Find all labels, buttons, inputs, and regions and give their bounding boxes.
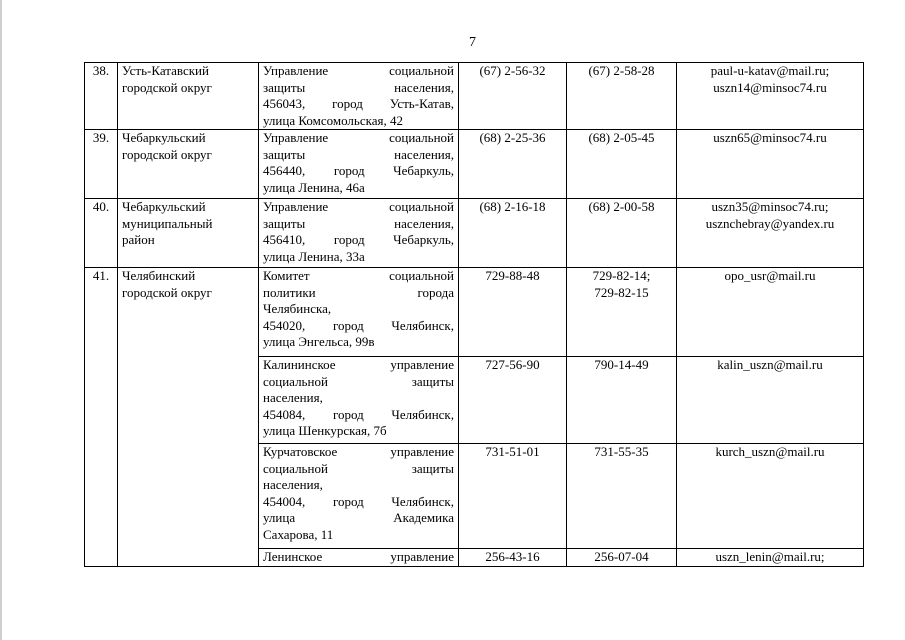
organization-line: Сахарова, 11 — [263, 526, 334, 542]
phone-cell — [459, 357, 567, 444]
row-number: 39. — [85, 130, 118, 199]
fax-cell — [567, 444, 677, 549]
organization-line: защиты населения, — [263, 146, 454, 162]
district-cell — [118, 199, 259, 268]
organization-cell — [259, 549, 459, 567]
phone-cell — [459, 199, 567, 268]
table-row — [85, 130, 864, 199]
email-cell-line: paul-u-katav@mail.ru; — [710, 63, 830, 78]
district-cell-line: Челябинский — [122, 268, 196, 283]
organization-cell — [259, 444, 459, 549]
phone-cell-line: (67) 2-56-32 — [479, 63, 546, 78]
phone-cell-line: (68) 2-25-36 — [479, 130, 546, 145]
email-cell-line: uszn65@minsoc74.ru — [713, 130, 827, 145]
fax-cell-line: (68) 2-00-58 — [588, 199, 655, 214]
organization-cell — [259, 268, 459, 357]
organization-line: улица Ленина, 33а — [263, 248, 365, 264]
organization-line: улица Ленина, 46а — [263, 179, 365, 195]
email-cell — [677, 357, 864, 444]
phone-cell — [459, 268, 567, 357]
email-cell — [677, 199, 864, 268]
organization-line: Управление социальной — [263, 63, 454, 78]
organization-line: социальной защиты — [263, 460, 454, 476]
phone-cell — [459, 130, 567, 199]
organization-line: Комитет социальной — [263, 268, 454, 283]
email-cell — [677, 130, 864, 199]
district-cell-line: муниципальный — [122, 215, 213, 231]
fax-cell — [567, 63, 677, 130]
contacts-table — [84, 62, 864, 567]
page-number: 7 — [469, 35, 476, 50]
organization-line: улица Энгельса, 99в — [263, 334, 375, 349]
organization-line: Курчатовское управление — [263, 444, 454, 459]
fax-cell — [567, 549, 677, 567]
fax-cell — [567, 130, 677, 199]
email-cell-line: opo_usr@mail.ru — [724, 268, 816, 283]
fax-cell-line: 731-55-35 — [594, 444, 649, 459]
fax-cell-line: 729-82-15 — [594, 284, 649, 300]
organization-line: населения, — [263, 477, 323, 492]
phone-cell-line: 729-88-48 — [485, 268, 540, 283]
organization-line: 454084, город Челябинск, — [263, 406, 454, 422]
organization-line: населения, — [263, 390, 323, 405]
organization-cell — [259, 130, 459, 199]
district-cell-line: район — [122, 232, 155, 247]
row-number: 41. — [85, 268, 118, 567]
phone-cell-line: (68) 2-16-18 — [479, 199, 546, 214]
table-row — [85, 268, 864, 357]
district-cell-line: Чебаркульский — [122, 199, 206, 214]
table-row — [85, 199, 864, 268]
organization-cell — [259, 63, 459, 130]
organization-line: 456440, город Чебаркуль, — [263, 163, 454, 178]
fax-cell — [567, 357, 677, 444]
district-cell-line: Усть-Катавский — [122, 63, 209, 78]
email-cell — [677, 444, 864, 549]
row-number: 40. — [85, 199, 118, 268]
email-cell — [677, 549, 864, 567]
district-cell-line: городской округ — [122, 284, 212, 300]
phone-cell — [459, 444, 567, 549]
fax-cell-line: (67) 2-58-28 — [588, 63, 655, 78]
organization-line: 456410, город Чебаркуль, — [263, 232, 454, 247]
organization-cell — [259, 199, 459, 268]
organization-cell — [259, 357, 459, 444]
phone-cell-line: 731-51-01 — [485, 444, 540, 459]
organization-line: Ленинское управление — [263, 549, 454, 564]
organization-line: Калининское управление — [263, 357, 454, 372]
organization-line: защиты населения, — [263, 215, 454, 231]
organization-line: 456043, город Усть-Катав, — [263, 96, 454, 111]
table-row — [85, 63, 864, 130]
phone-cell — [459, 63, 567, 130]
organization-line: Управление социальной — [263, 130, 454, 145]
organization-line: Управление социальной — [263, 199, 454, 214]
phone-cell — [459, 549, 567, 567]
phone-cell-line: 256-43-16 — [485, 549, 540, 564]
email-cell-line: kurch_uszn@mail.ru — [715, 444, 825, 459]
email-cell-line: uszn35@minsoc74.ru; — [711, 199, 829, 214]
district-cell-line: городской округ — [122, 79, 212, 95]
organization-line: политики города — [263, 284, 454, 300]
email-cell-line: usznchebray@yandex.ru — [705, 215, 835, 231]
email-cell-line: kalin_uszn@mail.ru — [717, 357, 823, 372]
organization-line: улица Академика — [263, 510, 454, 525]
phone-cell-line: 727-56-90 — [485, 357, 540, 372]
fax-cell-line: 729-82-14; — [592, 268, 651, 283]
organization-line: социальной защиты — [263, 373, 454, 389]
organization-line: 454004, город Челябинск, — [263, 493, 454, 509]
district-cell — [118, 63, 259, 130]
fax-cell — [567, 268, 677, 357]
district-cell — [118, 268, 259, 567]
fax-cell-line: (68) 2-05-45 — [588, 130, 655, 145]
row-number: 38. — [85, 63, 118, 130]
fax-cell-line: 256-07-04 — [594, 549, 649, 564]
district-cell — [118, 130, 259, 199]
organization-line: защиты населения, — [263, 79, 454, 95]
district-cell-line: городской округ — [122, 146, 212, 162]
email-cell — [677, 268, 864, 357]
scan-edge — [0, 0, 2, 640]
email-cell-line: uszn14@minsoc74.ru — [713, 79, 827, 95]
organization-line: улица Шенкурская, 7б — [263, 423, 387, 438]
organization-line: улица Комсомольская, 42 — [263, 112, 403, 128]
email-cell — [677, 63, 864, 130]
district-cell-line: Чебаркульский — [122, 130, 206, 145]
organization-line: 454020, город Челябинск, — [263, 317, 454, 333]
organization-line: Челябинска, — [263, 301, 332, 316]
email-cell-line: uszn_lenin@mail.ru; — [715, 549, 825, 564]
fax-cell-line: 790-14-49 — [594, 357, 649, 372]
fax-cell — [567, 199, 677, 268]
